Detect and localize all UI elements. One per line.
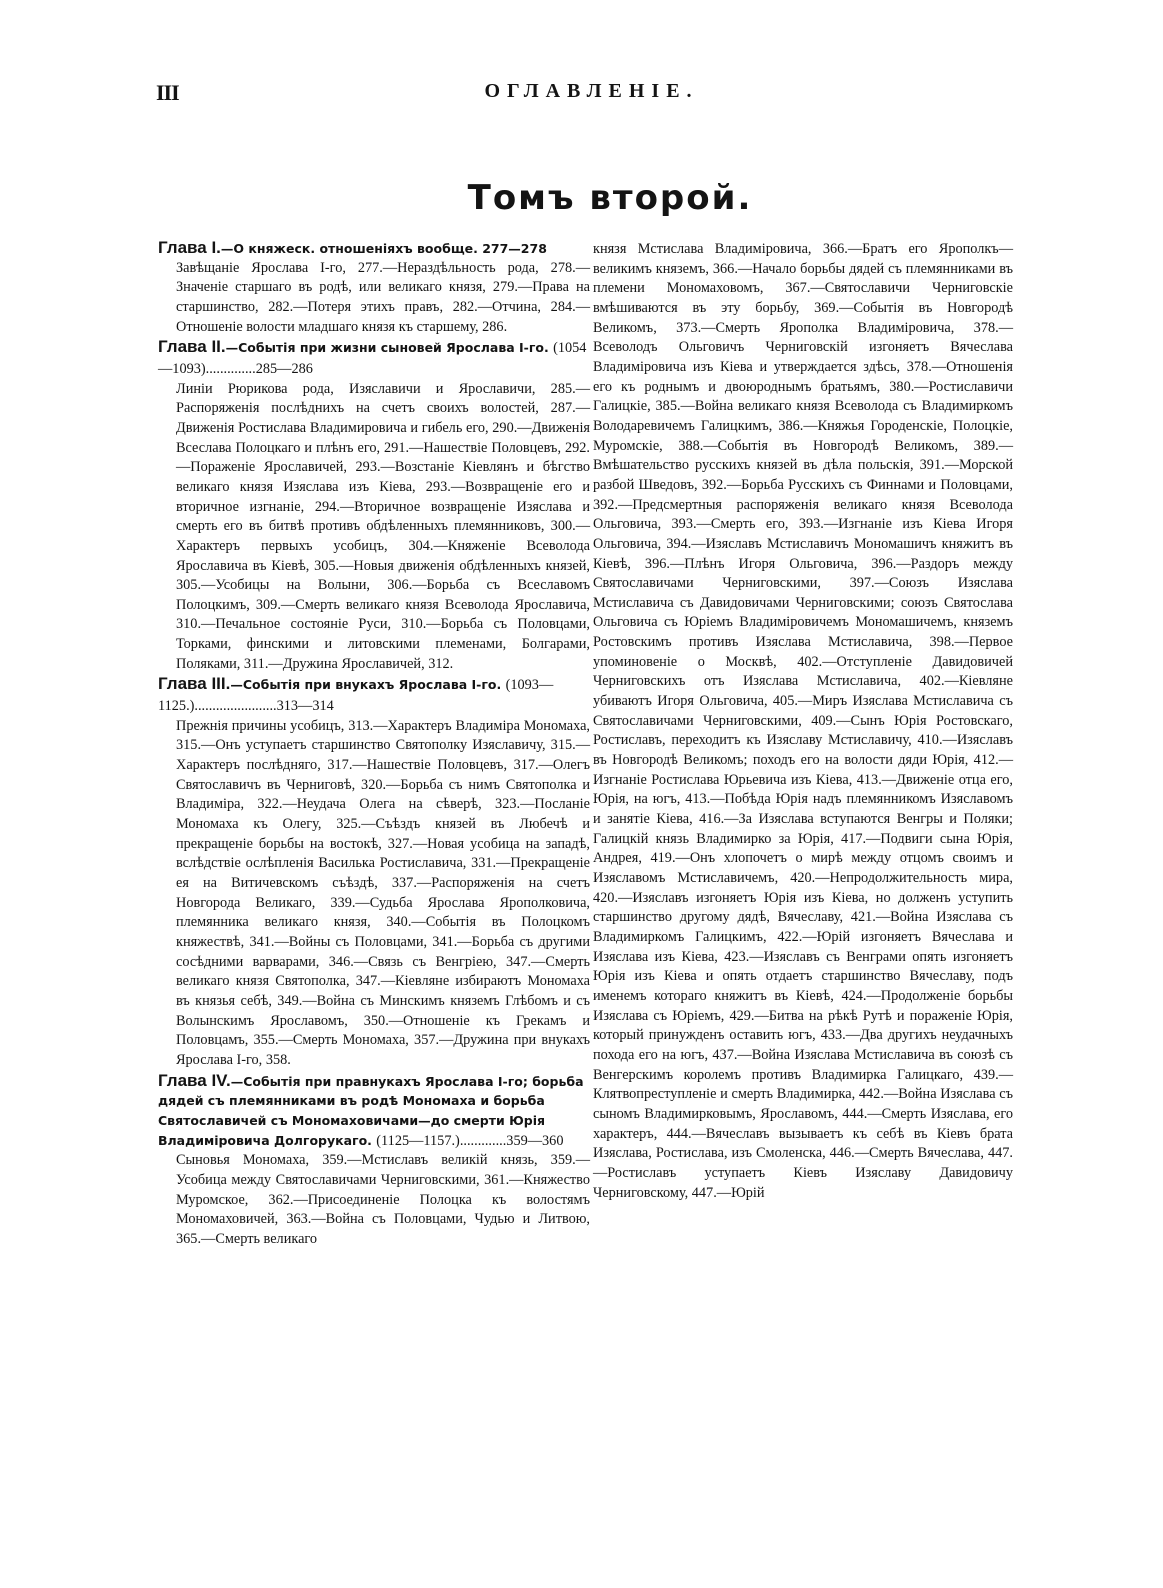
chapter-4-summary: Сыновья Мономаха, 359.—Мстиславъ великій князь, 359.—Усобица между Святославичами Черниговскими, 361.—Княжество Муромское, 362.—Присоединеніе Полоцка къ волостямъ Мономаховичей, 363.—Война съ Половцами, Чудью и Литвою, 365.—Смерть великаго xyxy=(176,1152,590,1247)
chapter-4-label: Глава IV. xyxy=(158,1070,231,1090)
right-column xyxy=(593,240,1013,1203)
chapter-4 xyxy=(158,1071,590,1250)
chapter-3-title: —Событія при внукахъ Ярослава I-го. xyxy=(230,677,502,693)
running-head: ОГЛАВЛЕНІЕ. xyxy=(484,80,699,102)
chapter-4-pages: .............359—360 xyxy=(459,1132,564,1149)
chapter-4-title: —Событія при правнукахъ Ярослава I-го; борьба дядей съ племянниками въ родѣ Мономаха и борьба Святославичей съ Мономаховичами—до смерти Юрія Владиміровича Долгорукаго. xyxy=(158,1073,584,1148)
chapter-1-title: —О княжеск. отношеніяхъ вообще. 277—278 xyxy=(220,241,547,256)
chapter-4-years: (1125—1157.) xyxy=(376,1132,460,1149)
page-number: III xyxy=(156,80,179,105)
chapter-3 xyxy=(158,674,590,1070)
chapter-2-pages: ..............285—286 xyxy=(205,360,313,377)
chapter-2-summary: Линіи Рюрикова рода, Изяславичи и Ярославичи, 285.—Распоряженія послѣднихъ на счетъ своихъ волостей, 287.—Движенія Ростислава Владимировича и гибель его, 290.—Движенія Всеслава Полоцкаго и плѣнъ его, 291.—Нашествіе Половцевъ, 292.—Пораженіе Ярославичей, 293.—Возстаніе Кіевлянъ и бѣгство великаго князя Изяслава изъ Кіева, 293.—Возвращеніе его и вторичное изгнаніе, 294.—Вторичное возвращеніе Изяслава и смерть его въ битвѣ противъ обдѣленныхъ племянниковъ, 300.—Характеръ первыхъ усобицъ, 304.—Княженіе Всеволода Ярославича въ Кіевѣ, 305.—Новыя движенія обдѣленныхъ князей, 305.—Усобицы на Волыни, 306.—Борьба съ Всеславомъ Полоцкимъ, 309.—Смерть великаго князя Всеволода Ярославича, 310.—Печальное состояніе Руси, 310.—Борьба съ Половцами, Торками, финскими и литовскими племенами, Болгарами, Поляками, 311.—Дружина Ярославичей, 312. xyxy=(176,380,590,672)
chapter-3-years: (1093—1125.) xyxy=(158,677,554,715)
chapter-3-heading xyxy=(158,674,590,716)
chapter-4-heading xyxy=(158,1071,590,1152)
chapter-2-label: Глава II. xyxy=(158,337,226,357)
left-column xyxy=(158,238,590,1249)
chapter-4-summary-continued: князя Мстислава Владиміровича, 366.—Братъ его Ярополкъ—великимъ княземъ, 366.—Начало борьбы дядей съ племянниками въ племени Мономаховомъ, 367.—Святославичи Черниговскіе вмѣшиваются въ эту борьбу, 369.—Событія въ Новгородѣ Великомъ, 373.—Смерть Ярополка Владиміровича, 378.—Всеволодъ Ольговичъ Черниговскій изгоняетъ Вячеслава Владиміровича изъ Кіева и утверждается здѣсь, 378.—Отношенія его къ роднымъ и двоюроднымъ братьямъ, 380.—Ростиславичи Галицкіе, 385.—Война великаго князя Всеволода съ Владимиркомъ Володаревичемъ Галицкимъ, 386.—Княжья Городенскіе, Полоцкіе, Муромскіе, 388.—Событія въ Новгородѣ Великомъ, 389.—Вмѣшательство русскихъ князей въ дѣла польскія, 391.—Морской разбой Шведовъ, 392.—Борьба Русскихъ съ Финнами и Половцами, 392.—Предсмертныя распоряженія великаго князя Всеволода Ольговича, 393.—Смерть его, 393.—Изгнаніе изъ Кіева Игоря Ольговича, 394.—Изяславъ Мстиславичъ Мономашичъ княжитъ въ Кіевѣ, 396.—Плѣнъ Игоря Ольговича, 396.—Раздоръ между Святославичами Черниговскими, 397.—Союзъ Изяслава Мстиславича съ Давидовичами Черниговскими; союзъ Святослава Ольговича съ Юріемъ Владиміровичемъ Мономашичемъ, княземъ Ростовскимъ противъ Изяслава Мстиславича, 398.—Первое упоминовеніе о Москвѣ, 402.—Отступленіе Давидовичей Черниговскихъ отъ Изяслава Мстиславича, 402.—Кіевляне убиваютъ Игоря Ольговича, 405.—Миръ Изяслава Мстиславича съ Святославичами Черниговскими, 409.—Сынъ Юрія Ростовскаго, Ростиславъ, переходитъ къ Изяславу Мстиславичу, 410.—Изяславъ въ Новгородѣ Великомъ; походъ его на волости дяди Юрія, 412.—Изгнаніе Ростислава Юрьевича изъ Кіева, 413.—Движеніе отца его, Юрія, на югъ, 413.—Побѣда Юрія надъ племянникомъ Изяславомъ и занятіе Кіева, 416.—За Изяслава вступаются Венгры и Поляки; Галицкій князь Владимирко за Юрія, 417.—Подвиги сына Юрія, Андрея, 419.—Онъ хлопочетъ о мирѣ между отцомъ своимъ и Изяславомъ Мстиславичемъ, 420.—Непродолжительность мира, 420.—Изяславъ изгоняетъ Юрія изъ Кіева, но долженъ уступить старшинство другому дядѣ, Вячеславу, 421.—Война Изяслава съ Владимиркомъ Галицкимъ, 422.—Юрій изгоняетъ Вячеслава и Изяслава изъ Кіева, 423.—Изяславъ съ Венграми опять изгоняетъ Юрія изъ Кіева и опять отдаетъ старшинство Вячеславу, подъ именемъ котораго княжитъ въ Кіевѣ, 424.—Продолженіе борьбы Изяслава съ Юріемъ, 429.—Битва на рѣкѣ Рутѣ и пораженіе Юрія, который принужденъ оставить югъ, 433.—Два другихъ неудачныхъ похода его на югъ, 437.—Война Изяслава Мстиславича въ союзѣ съ Венгерскимъ королемъ противъ Владимирка Галицкаго, 439.—Клятвопреступленіе и смерть Владимирка, 442.—Война Изяслава съ сыномъ Владимирковымъ, Ярославомъ, 444.—Смерть Изяслава, его характеръ, 444.—Вячеславъ вызываетъ къ себѣ въ Кіевъ брата Изяслава, Ростислава, изъ Смоленска, 446.—Смерть Вячеслава, 447.—Ростиславъ уступаетъ Кіевъ Изяславу Давидовичу Черниговскому, 447.—Юрій xyxy=(593,241,1013,1201)
chapter-1-summary: Завѣщаніе Ярослава I-го, 277.—Нераздѣльность рода, 278.—Значеніе старшаго въ родѣ, или великаго князя, 279.—Права на старшинство, 282.—Потеря этихъ правъ, 282.—Отчина, 284.—Отношеніе волости младшаго князя къ старшему, 286. xyxy=(176,259,590,335)
chapter-2 xyxy=(158,337,590,674)
chapter-2-heading xyxy=(158,337,590,379)
volume-title: Томъ второй. xyxy=(467,178,753,218)
chapter-1 xyxy=(158,238,590,337)
chapter-1-label: Глава I. xyxy=(158,238,221,257)
chapter-2-years: (1054—1093) xyxy=(158,340,587,377)
chapter-3-label: Глава III. xyxy=(158,674,231,694)
chapter-3-summary: Прежнія причины усобицъ, 313.—Характеръ Владиміра Мономаха, 315.—Онъ уступаетъ старшинство Святополку Изяславичу, 315.—Характеръ послѣдняго, 317.—Нашествіе Половцевъ, 317.—Олегъ Святославичъ въ Черниговѣ, 320.—Борьба съ нимъ Святополка и Владиміра, 322.—Неудача Олега на сѣверѣ, 323.—Посланіе Мономаха къ Олегу, 325.—Съѣздъ князей въ Любечѣ и прекращеніе борьбы на востокѣ, 327.—Новая усобица на западѣ, вслѣдствіе ослѣпленія Василька Ростиславича, 331.—Прекращеніе ея на Витичевскомъ съѣздѣ, 337.—Распоряженія на счетъ Новгорода Великаго, 339.—Судьба Ярослава Ярополковича, племянника великаго князя, 340.—Событія въ Полоцкомъ княжествѣ, 341.—Войны съ Половцами, 341.—Борьба съ другими сосѣдними варварами, 346.—Связь съ Венгріею, 347.—Смерть великаго князя Святополка, 347.—Кіевляне избираютъ Мономаха въ князья себѣ, 349.—Война съ Минскимъ княземъ Глѣбомъ и съ Волынскимъ Ярославомъ, 350.—Отношеніе къ Грекамъ и Половцамъ, 355.—Смерть Мономаха, 357.—Дружина при внукахъ Ярослава I-го, 358. xyxy=(176,717,590,1068)
chapter-3-pages: .......................313—314 xyxy=(194,698,334,715)
chapter-2-title: —Событія при жизни сыновей Ярослава I-го. xyxy=(225,340,549,356)
chapter-1-heading xyxy=(158,238,590,259)
